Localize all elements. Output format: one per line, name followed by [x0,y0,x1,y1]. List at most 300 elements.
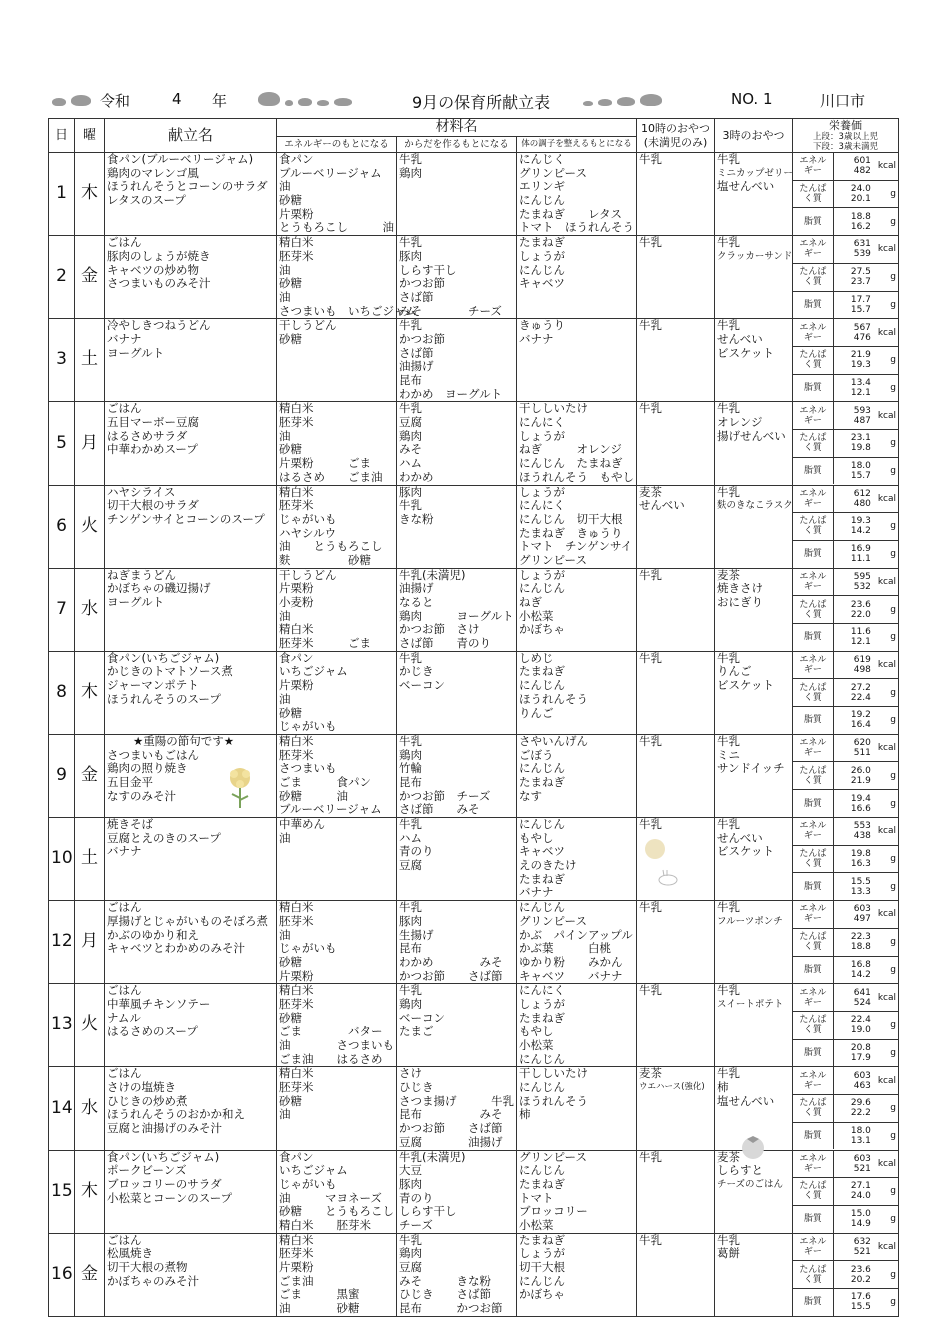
afternoon-snack-line: 牛乳 [717,817,741,831]
value-upper: 22.4 [850,1015,871,1026]
energy-ingredients-line: 精白米 [279,733,314,748]
morning-snack-line: 牛乳 [639,650,663,665]
value-upper: 641 [853,987,871,998]
body-ingredients [397,236,517,319]
nutrition-value-fat [833,790,873,817]
nutrition-label-energy: エネルギー [793,1067,833,1094]
dish-names-line: かじきのトマトソース煮 [107,664,233,679]
afternoon-snack [715,319,793,402]
condition-ingredients-line: しょうが [519,484,565,499]
body-ingredients-line: ひじき [399,1080,434,1095]
nutrition-label-energy: エネルギー [793,818,833,845]
afternoon-snack-line: スイートポテト [717,998,784,1010]
nutrition-value-fat [833,1205,873,1232]
condition-ingredients-line: トマト チンゲンサイ [519,539,633,554]
dish-names-line: キャベツの炒め物 [107,262,199,277]
condition-ingredients-line: たまねぎ きゅうり [519,525,623,540]
leaf-decoration [583,94,662,106]
nutrition-label-protein: たんぱく質 [793,1178,833,1206]
afternoon-snack-line: 牛乳 [717,235,741,250]
nutrition-unit: g [873,679,898,707]
condition-ingredients-line: 小松菜 [519,1038,554,1052]
dish-names-line: ヨーグルト [107,345,165,360]
body-ingredients-line: しらす干し [399,262,457,277]
body-ingredients-line: かつお節 [399,276,445,291]
condition-ingredients-line: しょうが [519,248,565,263]
nutrition-label-fat: 脂質 [793,624,833,651]
energy-ingredients [277,901,397,984]
nutrition-label-energy: エネルギー [793,569,833,596]
condition-ingredients-line: にんじん 切干大根 [519,511,623,526]
afternoon-snack-line: フルーツポンチ [717,915,783,927]
dish-names-line: ほうれんそうのスープ [107,691,221,706]
energy-ingredients-line: ハヤシルウ [279,525,337,540]
nutrition-value-protein [833,1178,873,1206]
nutrition-label-fat: 脂質 [793,540,833,567]
value-lower: 22.4 [850,692,871,703]
afternoon-snack-line: ミニカップゼリー [717,167,793,179]
condition-ingredients-line: しめじ [519,650,554,665]
condition-ingredients-line: きゅうり [519,318,565,333]
nutrition-unit: g [890,466,897,477]
nutrition-unit: g [873,180,898,208]
afternoon-snack-line: 牛乳 [717,900,741,915]
header-energy: エネルギーのもとになる [277,137,397,153]
energy-ingredients-line: 油 [279,691,291,706]
energy-ingredients-line: 干しうどん [279,318,337,333]
energy-ingredients-line: いちごジャム [279,1163,348,1178]
condition-ingredients [517,818,637,901]
condition-ingredients-line: かぼちゃ [519,1287,565,1302]
energy-ingredients [277,1233,397,1316]
condition-ingredients-line: トマト [519,1190,554,1205]
weekday: 火 [75,984,105,1067]
morning-snack-line: 牛乳 [639,817,663,831]
value-upper: 19.2 [850,710,871,721]
nutrition-value-fat [833,1289,873,1316]
value-lower: 532 [853,581,871,592]
dish-names-line: ブロッコリーのサラダ [107,1176,222,1191]
body-ingredients-line: みそ チーズ [399,303,502,318]
afternoon-snack [715,734,793,817]
afternoon-snack-line: 塩せんべい [717,179,775,194]
value-lower: 14.2 [850,969,871,980]
body-ingredients [397,1233,517,1316]
afternoon-snack [715,818,793,901]
body-ingredients-line: 牛乳 [399,900,422,915]
value-upper: 24.0 [850,183,871,194]
nutrition-unit: g [890,1047,897,1058]
nutrition-unit: kcal [873,236,898,263]
value-lower: 480 [853,498,871,509]
body-ingredients-line: しらす干し [399,1204,457,1219]
table-row [49,153,899,236]
condition-ingredients-line: キャベツ [519,276,565,291]
energy-ingredients-line: 砂糖 とうもろこし [279,1204,394,1219]
body-ingredients-line: 豆腐 [399,415,422,430]
condition-ingredients [517,984,637,1067]
nutrition-unit: g [873,1011,898,1039]
nutrition-unit: g [890,382,897,393]
body-ingredients-line: 青のり [399,1190,434,1205]
nutrition-values [793,984,899,1067]
nutrition-values [793,901,899,984]
energy-ingredients-line: 食パン [279,152,314,166]
body-ingredients-line: かじき [399,664,434,679]
header-ingredients: 材料名 [277,119,637,137]
energy-ingredients-line: 油 [279,179,291,194]
nutrition-value-fat [833,1122,873,1149]
table-row [49,485,899,568]
nutrition-value-energy [833,319,873,346]
nutrition-label-protein: たんぱく質 [793,845,833,873]
value-lower: 23.7 [850,277,871,288]
nutrition-unit: g [873,1261,898,1289]
body-ingredients-line: みそ きな粉 [399,1273,491,1288]
morning-snack-line: 牛乳 [639,567,663,582]
body-ingredients [397,734,517,817]
afternoon-snack-line: 牛乳 [717,152,741,166]
value-upper: 21.9 [850,350,871,361]
energy-ingredients-line: 油 [279,289,291,304]
table-row [49,901,899,984]
body-ingredients-line: かつお節 さば節 [399,968,503,983]
morning-snack [637,984,715,1067]
condition-ingredients-line: にんじん たまねぎ [519,456,623,471]
condition-ingredients-line: にんじん [519,817,565,831]
nutrition-value-protein [833,1094,873,1122]
energy-ingredients-line: 砂糖 [279,193,302,208]
condition-ingredients-line: 干ししいたけ [519,401,588,416]
body-ingredients-line: 鶏肉 [399,996,422,1011]
value-lower: 487 [853,415,871,426]
energy-ingredients-line: 砂糖 [279,1010,302,1025]
dish-names-line: 小松菜とコーンのスープ [107,1190,233,1205]
condition-ingredients-line: 柿 [519,1107,531,1122]
value-lower: 24.0 [850,1191,871,1202]
condition-ingredients [517,901,637,984]
nutrition-unit: kcal [873,735,898,762]
energy-ingredients-line: 胚芽米 [279,415,314,430]
header-weekday: 曜 [75,119,105,153]
nutrition-unit: g [873,762,898,790]
afternoon-snack-line: しらすと [717,1163,764,1178]
energy-ingredients [277,485,397,568]
energy-ingredients [277,818,397,901]
energy-ingredients-line: 精白米 [279,1232,314,1247]
body-ingredients-line: かつお節 さけ [399,622,480,637]
nutrition-value-protein [833,596,873,624]
dish-names-line: かぶのゆかり和え [107,927,199,942]
nutrition-label-fat: 脂質 [793,873,833,900]
dish-names-line: ごはん [107,983,142,998]
nutrition-label-energy: エネルギー [793,153,833,180]
morning-snack [637,402,715,485]
value-upper: 16.9 [850,544,871,555]
nutrition-unit: kcal [873,901,898,928]
energy-ingredients-line: 干しうどん [279,567,337,582]
value-lower: 19.3 [850,360,871,371]
dish-names-line: なすのみそ汁 [107,788,176,803]
nutrition-values [793,734,899,817]
condition-ingredients-line: 干ししいたけ [519,1066,588,1081]
nutrition-value-protein [833,346,873,374]
condition-ingredients [517,651,637,734]
nutrition-value-protein [833,429,873,457]
nutrition-label-energy: エネルギー [793,236,833,263]
value-lower: 482 [853,166,871,177]
nutrition-value-fat [833,707,873,734]
energy-ingredients-line: 胚芽米 [279,1246,314,1261]
nutrition-unit: kcal [873,486,898,513]
nutrition-label-energy: エネルギー [793,319,833,346]
body-ingredients-line: 豚肉 [399,484,422,499]
energy-ingredients-line: はるさめ ごま油 [279,469,383,484]
dish-names [105,651,277,734]
energy-ingredients-line: 片栗粉 [279,206,314,221]
day-number: 1 [49,153,75,236]
nutrition-unit: g [873,263,898,291]
condition-ingredients [517,236,637,319]
value-lower: 20.2 [850,1274,871,1285]
energy-ingredients-line: ごま 食パン [279,774,371,789]
value-upper: 612 [853,488,871,499]
energy-ingredients-line: 胚芽米 [279,913,314,928]
energy-ingredients-line: じゃがいも [279,719,337,734]
dish-names-line: 中華わかめスープ [107,442,198,457]
nutrition-unit: g [873,429,898,457]
condition-ingredients-line: かぼちゃ [519,622,565,637]
table-row [49,1233,899,1316]
condition-ingredients-line: にんじく [519,152,565,166]
nutrition-label-protein: たんぱく質 [793,596,833,624]
nutrition-values [793,236,899,319]
body-ingredients-line: 青のり [399,844,434,859]
value-upper: 23.6 [850,599,871,610]
nutrition-unit: g [873,845,898,873]
energy-ingredients-line: 精白米 [279,401,314,416]
value-upper: 603 [853,1070,871,1081]
weekday: 火 [75,485,105,568]
nutrition-value-energy [833,486,873,513]
afternoon-snack-line: オレンジ [717,415,763,430]
condition-ingredients-line: たまねぎ [519,871,565,886]
energy-ingredients-line: 精白米 [279,1066,314,1081]
condition-ingredients-line: もやし [519,1024,554,1039]
body-ingredients-line: 油揚げ [399,581,434,596]
dish-names [105,984,277,1067]
value-lower: 16.4 [850,720,871,731]
nutrition-value-fat [833,873,873,900]
day-number: 14 [49,1067,75,1150]
nutrition-label-protein: たんぱく質 [793,513,833,541]
body-ingredients [397,402,517,485]
afternoon-snack-line: 揚げせんべい [717,428,786,443]
energy-ingredients-line: ごま油 はるさめ [279,1051,383,1066]
body-ingredients-line: 牛乳 [399,983,422,998]
energy-ingredients-line: いちごジャム [279,664,348,679]
nutrition-label-fat: 脂質 [793,457,833,484]
afternoon-snack-line: りんご [717,664,752,679]
body-ingredients-line: さば節 [399,289,434,304]
energy-ingredients-line: 精白米 [279,900,314,915]
energy-ingredients-line: 油 [279,830,291,845]
nutrition-unit: g [873,513,898,541]
dish-names [105,153,277,236]
nutrition-unit: g [890,299,897,310]
condition-ingredients-line: にんじん [519,1051,565,1066]
weekday: 月 [75,402,105,485]
body-ingredients-line: 豚肉 [399,1176,422,1191]
energy-ingredients-line: 精白米 [279,983,314,998]
morning-snack [637,236,715,319]
morning-snack [637,568,715,651]
condition-ingredients-line: トマト ほうれんそう [519,220,634,235]
afternoon-snack [715,984,793,1067]
body-ingredients-line: 豚肉 [399,248,422,263]
condition-ingredients-line: にんじん [519,678,565,693]
nutrition-label-fat: 脂質 [793,374,833,401]
condition-ingredients-line: たまねぎ [519,664,565,679]
header-condition: 体の調子を整えるもとになる [517,137,637,153]
afternoon-snack-line: 牛乳 [717,484,741,499]
energy-ingredients [277,734,397,817]
table-row [49,984,899,1067]
dish-names [105,1067,277,1150]
value-lower: 14.2 [850,526,871,537]
table-row [49,734,899,817]
morning-snack-line: 牛乳 [639,1149,663,1164]
weekday: 土 [75,319,105,402]
condition-ingredients-line: グリンピース [519,913,587,928]
condition-ingredients-line: 切干大根 [519,1260,565,1274]
energy-ingredients-line: 油 [279,428,291,443]
value-upper: 603 [853,1153,871,1164]
morning-snack-line: 牛乳 [639,733,663,748]
dish-names-line: バナナ [107,331,142,346]
body-ingredients-line: 豆腐 [399,1260,422,1274]
day-number: 6 [49,485,75,568]
nutrition-label-energy: エネルギー [793,1234,833,1261]
nutrition-label-fat: 脂質 [793,208,833,235]
nutrition-label-fat: 脂質 [793,707,833,734]
value-lower: 22.0 [850,609,871,620]
value-upper: 27.1 [850,1181,871,1192]
body-ingredients-line: ハム [399,830,422,845]
nutrition-unit: kcal [873,1067,898,1094]
condition-ingredients-line: にんじん [519,581,565,596]
morning-snack [637,1067,715,1150]
condition-ingredients [517,485,637,568]
dish-names-line: 食パン(いちごジャム) [107,1149,220,1164]
weekday: 水 [75,1067,105,1150]
nutrition-unit: g [890,964,897,975]
value-upper: 23.6 [850,1264,871,1275]
energy-ingredients-line: 油 [279,608,291,623]
condition-ingredients-line: かぶ葉 白桃 [519,941,611,956]
table-row [49,319,899,402]
dish-names-line: 厚揚げとじゃがいものそぼろ煮 [107,913,268,928]
nutrition-label-energy: エネルギー [793,984,833,1011]
condition-ingredients [517,402,637,485]
energy-ingredients-line: 中華めん [279,817,325,831]
condition-ingredients-line: ブロッコリー [519,1204,588,1219]
energy-ingredients-line: 砂糖 [279,954,302,969]
condition-ingredients-line: バナナ [519,885,554,900]
day-number: 2 [49,236,75,319]
nutrition-unit: g [890,881,897,892]
condition-ingredients-line: ゆかり粉 みかん [519,954,623,969]
body-ingredients-line: 昆布 [399,373,422,387]
nutrition-label-fat: 脂質 [793,1039,833,1066]
condition-ingredients-line: たまねぎ [519,235,565,250]
nutrition-value-protein [833,845,873,873]
value-upper: 595 [853,571,871,582]
energy-ingredients-line: 砂糖 [279,705,302,720]
nutrition-value-fat [833,956,873,983]
energy-ingredients-line: 精白米 [279,622,314,637]
sheet-number: NO. 1 [731,90,773,108]
condition-ingredients-line: にんにく [519,498,565,513]
dish-names-line: ひじきの炒め煮 [107,1093,188,1108]
weekday: 木 [75,651,105,734]
nutrition-value-fat [833,1039,873,1066]
value-upper: 620 [853,738,871,749]
energy-ingredients-line: 片栗粉 [279,678,314,693]
body-ingredients-line: さつま揚げ 牛乳 [399,1093,514,1108]
body-ingredients [397,1067,517,1150]
nutrition-values [793,1233,899,1316]
nutrition-unit: g [890,1131,897,1142]
morning-snack-line: 牛乳 [639,983,663,998]
nutrition-value-energy [833,153,873,180]
nutrition-label-energy: エネルギー [793,486,833,513]
rabbit-illustration [656,868,680,886]
nutrition-value-energy [833,236,873,263]
dish-names [105,1150,277,1233]
menu-body [49,153,899,1317]
dish-names-line: 五目金平 [107,774,153,789]
energy-ingredients-line: 片栗粉 [279,968,314,983]
nutrition-label-energy: エネルギー [793,652,833,679]
body-ingredients-line: かつお節 チーズ [399,788,491,803]
body-ingredients-line: なると [399,595,434,609]
dish-names-line: 五目マーボー豆腐 [107,415,199,430]
morning-snack-line: 牛乳 [639,152,663,166]
afternoon-snack [715,1233,793,1316]
value-upper: 11.6 [850,627,871,638]
nutrition-unit: g [890,1214,897,1225]
morning-snack [637,1233,715,1316]
condition-ingredients-line: さやいんげん [519,733,588,748]
afternoon-snack-line: 牛乳 [717,401,741,416]
body-ingredients-line: かつお節 さば節 [399,1121,503,1136]
body-ingredients-line: 昆布 かつお節 [399,1301,503,1316]
day-number: 12 [49,901,75,984]
day-number: 15 [49,1150,75,1233]
dish-names-line: 豚肉のしょうが焼き [107,248,211,263]
value-lower: 15.5 [850,1302,871,1313]
morning-snack [637,153,715,236]
dish-names-line: さけの塩焼き [107,1080,176,1095]
body-ingredients-line: わかめ ヨーグルト [399,386,503,401]
afternoon-snack [715,651,793,734]
value-upper: 13.4 [850,377,871,388]
body-ingredients-line: 牛乳 [399,733,422,748]
energy-ingredients [277,984,397,1067]
energy-ingredients-line: ごま バター [279,1024,383,1039]
nutrition-unit: kcal [873,153,898,180]
